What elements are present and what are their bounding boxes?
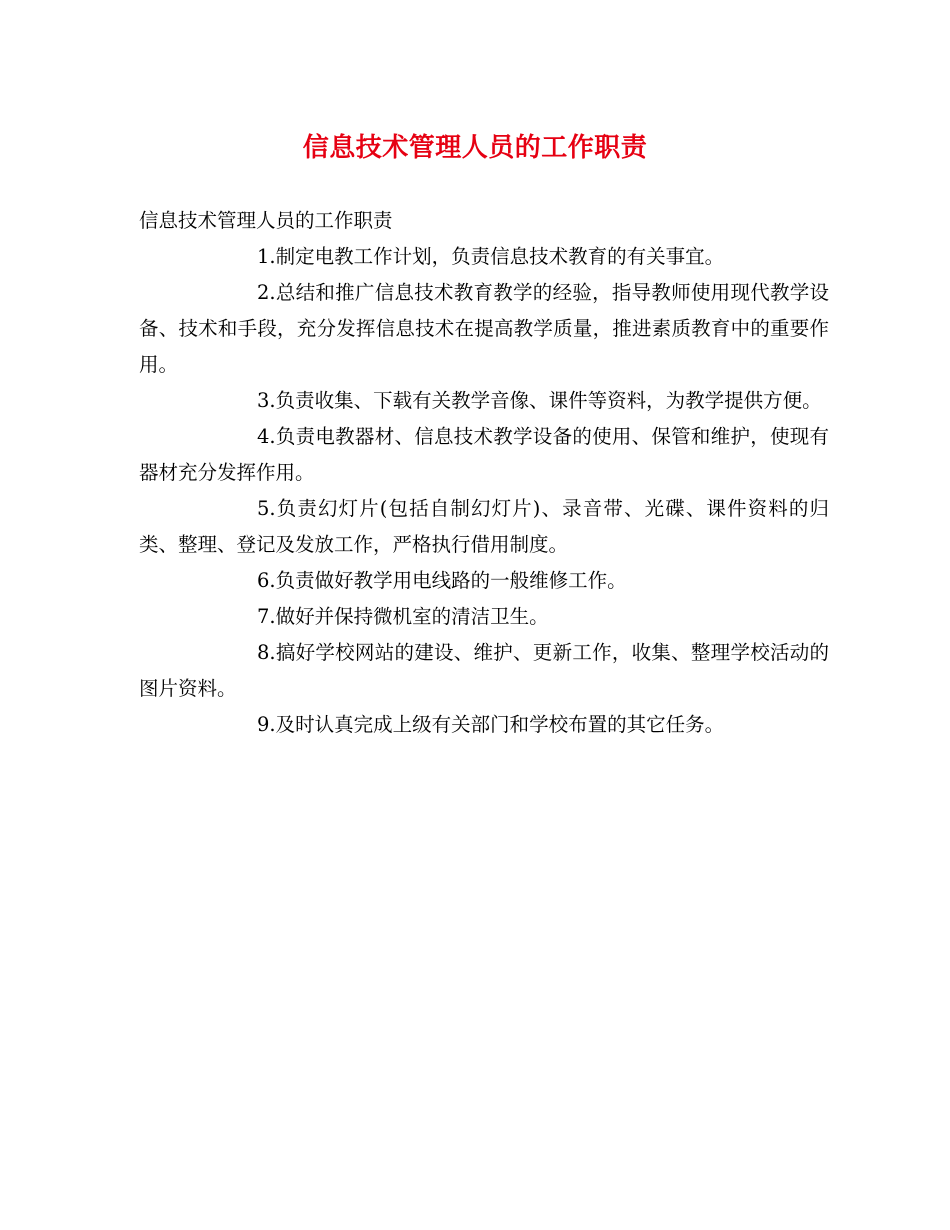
- duty-item-5: 5.负责幻灯片(包括自制幻灯片)、录音带、光碟、课件资料的归类、整理、登记及发放工作，严格执行借用制度。: [139, 497, 829, 556]
- duty-item-1: 1.制定电教工作计划，负责信息技术教育的有关事宜。: [257, 245, 725, 268]
- duty-item-8: 8.搞好学校网站的建设、维护、更新工作，收集、整理学校活动的图片资料。: [139, 641, 829, 700]
- duty-item-4: 4.负责电教器材、信息技术教学设备的使用、保管和维护，使现有器材充分发挥作用。: [139, 425, 829, 484]
- duty-item-9: 9.及时认真完成上级有关部门和学校布置的其它任务。: [257, 713, 725, 736]
- duty-item-2: 2.总结和推广信息技术教育教学的经验，指导教师使用现代教学设备、技术和手段，充分发挥信息技术在提高教学质量，推进素质教育中的重要作用。: [139, 281, 829, 376]
- document-body: [139, 203, 829, 743]
- duty-item-7: 7.做好并保持微机室的清洁卫生。: [257, 605, 549, 628]
- duty-item-6: 6.负责做好教学用电线路的一般维修工作。: [257, 569, 627, 592]
- document-subtitle: 信息技术管理人员的工作职责: [139, 209, 393, 232]
- document-title: 信息技术管理人员的工作职责: [302, 133, 648, 163]
- duty-item-3: 3.负责收集、下载有关教学音像、课件等资料，为教学提供方便。: [257, 389, 822, 412]
